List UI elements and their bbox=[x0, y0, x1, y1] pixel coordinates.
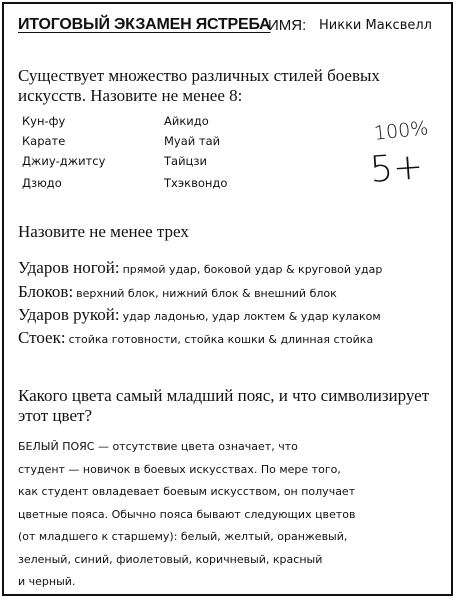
style-item: Кун-фу bbox=[22, 114, 66, 128]
exam-header bbox=[18, 14, 445, 40]
kicks-row bbox=[18, 258, 382, 278]
category-label: Ударов рукой: bbox=[18, 305, 120, 324]
answer-line: цветные пояса. Обычно пояса бывают следующих цветов bbox=[18, 507, 356, 521]
style-item: Карате bbox=[22, 134, 66, 148]
question-2-text: Назовите не менее трех bbox=[18, 222, 189, 241]
style-item: Дзюдо bbox=[22, 176, 62, 190]
stances-row bbox=[18, 328, 373, 348]
category-answer: стойка готовности, стойка кошки & длинная стойка bbox=[68, 333, 374, 346]
answer-line: зеленый, синий, фиолетовый, коричневый, красный bbox=[18, 552, 323, 566]
answer-line: и черный. bbox=[18, 575, 76, 588]
style-item: Тайцзи bbox=[164, 154, 207, 168]
martial-arts-styles-list bbox=[22, 114, 282, 194]
answer-line: БЕЛЫЙ ПОЯС — отсутствие цвета означает, что bbox=[18, 440, 298, 453]
question-3-text: Какого цвета самый младший пояс, и что символизирует этот цвет? bbox=[18, 386, 430, 425]
answer-line: студент — новичок в боевых искусствах. По мере того, bbox=[18, 462, 341, 476]
grade-percent: 100% bbox=[372, 117, 430, 145]
student-name: Никки Максвелл bbox=[319, 18, 432, 33]
category-label: Стоек: bbox=[18, 328, 66, 347]
exam-title: ИТОГОВЫЙ ЭКЗАМЕН ЯСТРЕБА bbox=[18, 16, 271, 33]
style-item: Тхэквондо bbox=[164, 176, 228, 190]
question-3-answer bbox=[18, 436, 438, 594]
name-label: ИМЯ: bbox=[268, 17, 307, 34]
category-answer: верхний блок, нижний блок & внешний блок bbox=[76, 287, 337, 300]
blocks-row bbox=[18, 282, 337, 302]
category-label: Блоков: bbox=[18, 282, 74, 301]
style-item: Муай тай bbox=[164, 134, 221, 148]
grade-mark: 5+ bbox=[368, 146, 425, 191]
style-item: Джиу-джитсу bbox=[22, 154, 106, 168]
punches-row bbox=[18, 305, 381, 325]
category-answer: прямой удар, боковой удар & круговой удар bbox=[122, 263, 383, 276]
answer-line: как студент овладевает боевым искусством, он получает bbox=[18, 485, 356, 498]
category-answer: удар ладонью, удар локтем & удар кулаком bbox=[122, 310, 381, 323]
answer-line: (от младшего к старшему): белый, желтый, оранжевый, bbox=[18, 530, 348, 543]
question-1-text: Существует множество различных стилей боевых искусств. Назовите не менее 8: bbox=[18, 66, 380, 105]
style-item: Айкидо bbox=[164, 114, 209, 128]
category-label: Ударов ногой: bbox=[18, 258, 120, 277]
